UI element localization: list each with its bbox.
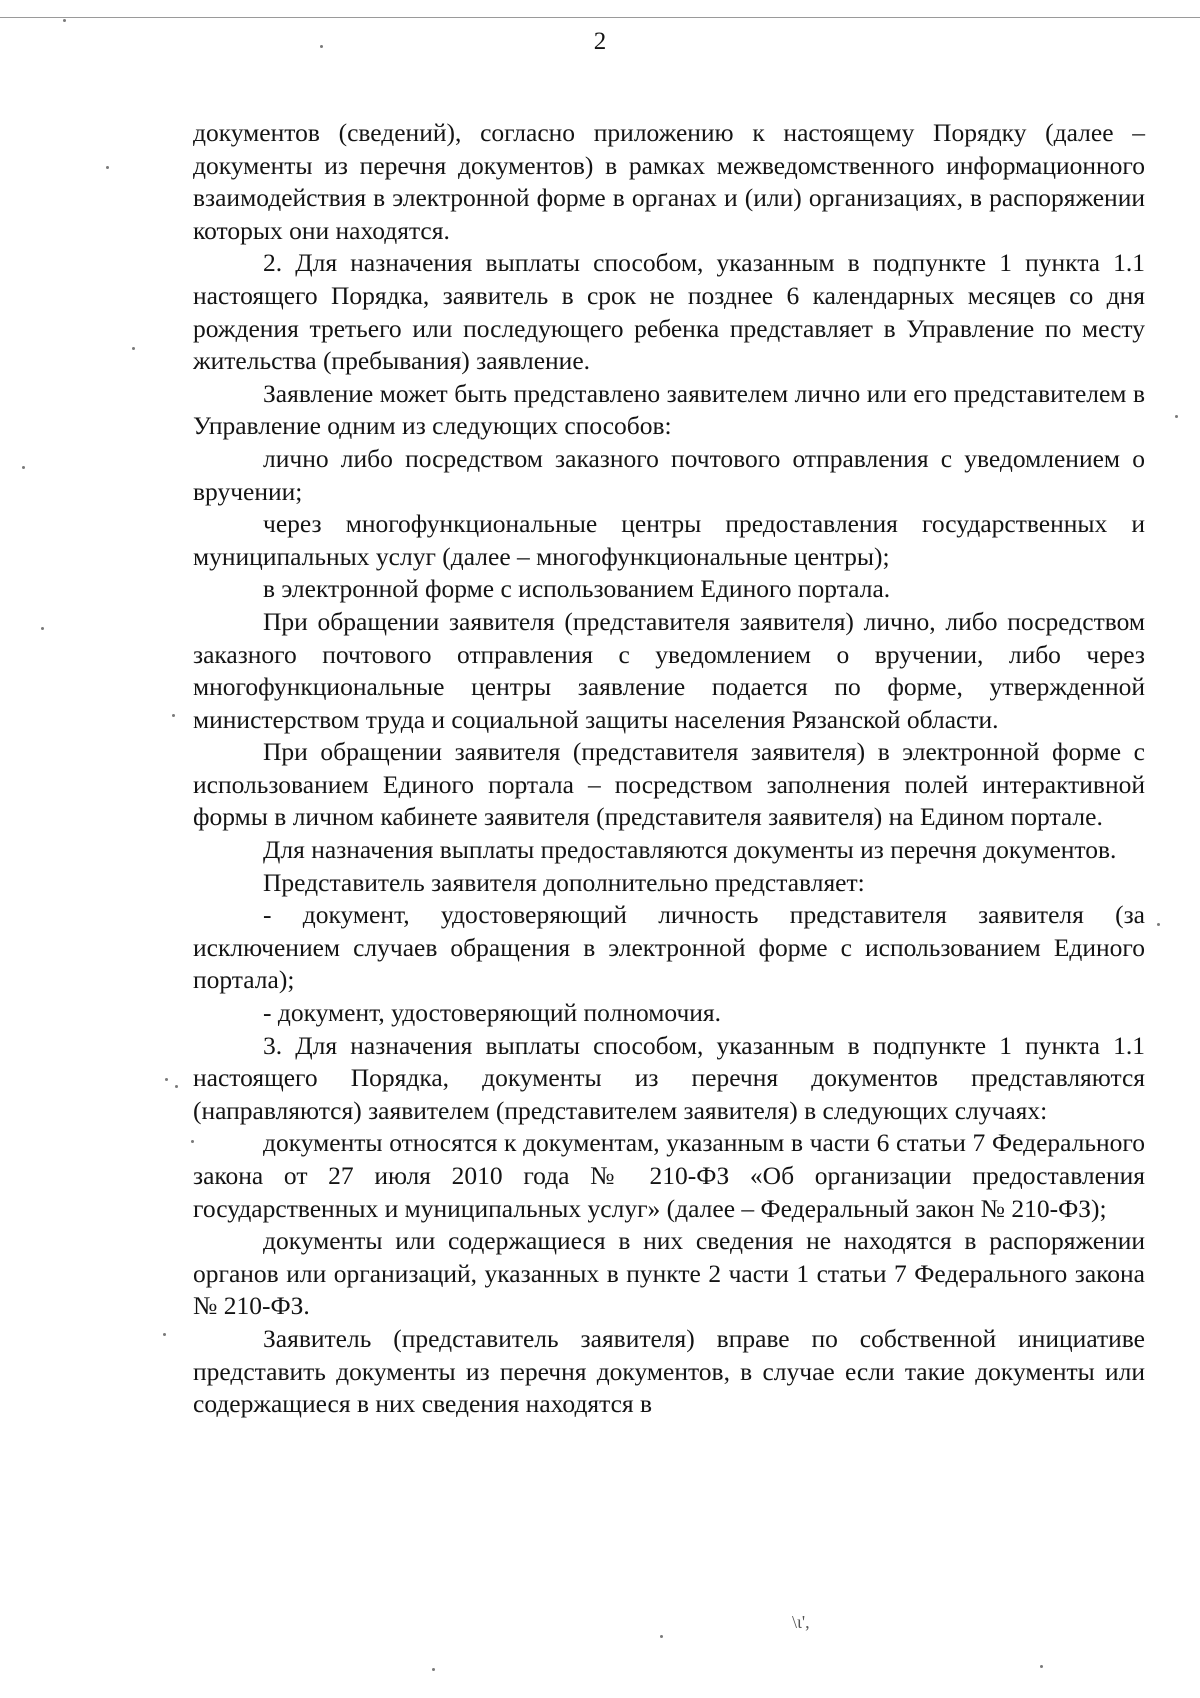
scan-speck xyxy=(432,1668,435,1671)
scan-speck xyxy=(1040,1665,1043,1668)
scan-speck xyxy=(106,166,109,169)
paragraph-method-mfc: через многофункциональные центры предоставления государственных и муниципальных услуг (далее – многофункциональные центры); xyxy=(193,509,1145,571)
paragraph-clause-3: 3. Для назначения выплаты способом, указанным в подпункте 1 пункта 1.1 настоящего Порядка, документы из перечня документов представляются (направляются) заявителем (представителем заявителя) в следующих случаях: xyxy=(193,1030,1145,1125)
paragraph-documents-required: Для назначения выплаты предоставляются документы из перечня документов. xyxy=(263,835,1117,865)
scan-speck xyxy=(165,1078,168,1081)
scan-speck xyxy=(41,627,44,630)
scan-speck xyxy=(320,45,323,48)
paragraph-paper-form: При обращении заявителя (представителя заявителя) лично, либо посредством заказного почтового отправления с уведомлением о вручении, либо через многофункциональные центры заявление подается по форме, утвержденной министерством труда и социальной защиты населения Рязанской области. xyxy=(193,606,1145,734)
scan-speck xyxy=(1157,923,1160,926)
scan-speck xyxy=(1175,415,1178,418)
scan-speck xyxy=(63,19,66,22)
scan-speck xyxy=(163,1333,166,1336)
paragraph-clause-2: 2. Для назначения выплаты способом, указанным в подпункте 1 пункта 1.1 настоящего Порядка, заявитель в срок не позднее 6 календарных месяцев со дня рождения третьего или последующего ребенка представляет в Управление по месту жительства (пребывания) заявление. xyxy=(193,248,1145,376)
paragraph-case-not-available: документы или содержащиеся в них сведения не находятся в распоряжении органов или организаций, указанных в пункте 2 части 1 статьи 7 Федерального закона № 210-ФЗ. xyxy=(193,1226,1145,1321)
scan-speck xyxy=(660,1635,663,1638)
page-number: 2 xyxy=(593,28,607,55)
scan-speck xyxy=(132,347,135,350)
paragraph-own-initiative: Заявитель (представитель заявителя) вправе по собственной инициативе представить документы из перечня документов, в случае если такие документы или содержащиеся в них сведения находятся в xyxy=(193,1323,1145,1419)
scan-speck xyxy=(172,714,175,717)
scan-speck xyxy=(22,466,25,469)
paragraph-submission-methods: Заявление может быть представлено заявителем лично или его представителем в Управление одним из следующих способов: xyxy=(193,378,1145,441)
scan-speck xyxy=(191,1140,194,1143)
scan-speck xyxy=(175,1085,178,1088)
top-edge-line xyxy=(0,17,1200,18)
document-body xyxy=(193,117,1145,1421)
paragraph-electronic-form: При обращении заявителя (представителя заявителя) в электронной форме с использованием Единого портала – посредством заполнения полей интерактивной формы в личном кабинете заявителя (представителя заявителя) на Едином портале. xyxy=(193,737,1145,832)
paragraph-representative-intro: Представитель заявителя дополнительно представляет: xyxy=(263,867,865,897)
paragraph-case-article-7: документы относятся к документам, указанным в части 6 статьи 7 Федерального закона от 27 июля 2010 года № 210-ФЗ «Об организации предоставления государственных и муниципальных услуг» (далее – Федеральный закон № 210-ФЗ); xyxy=(193,1128,1145,1223)
paragraph-method-in-person-mail: лично либо посредством заказного почтового отправления с уведомлением о вручении; xyxy=(193,443,1145,506)
paragraph-representative-id: - документ, удостоверяющий личность представителя заявителя (за исключением случаев обращения в электронной форме с использованием Единого портала); xyxy=(193,900,1145,995)
paragraph-representative-authority: - документ, удостоверяющий полномочия. xyxy=(263,998,722,1028)
paragraph-method-portal: в электронной форме с использованием Единого портала. xyxy=(263,574,891,604)
paragraph-continuation: документов (сведений), согласно приложению к настоящему Порядку (далее – документы из перечня документов) в рамках межведомственного информационного взаимодействия в электронной форме в органах и (или) организациях, в распоряжении которых они находятся. xyxy=(193,118,1145,245)
scan-mark: \ι', xyxy=(792,1612,810,1632)
